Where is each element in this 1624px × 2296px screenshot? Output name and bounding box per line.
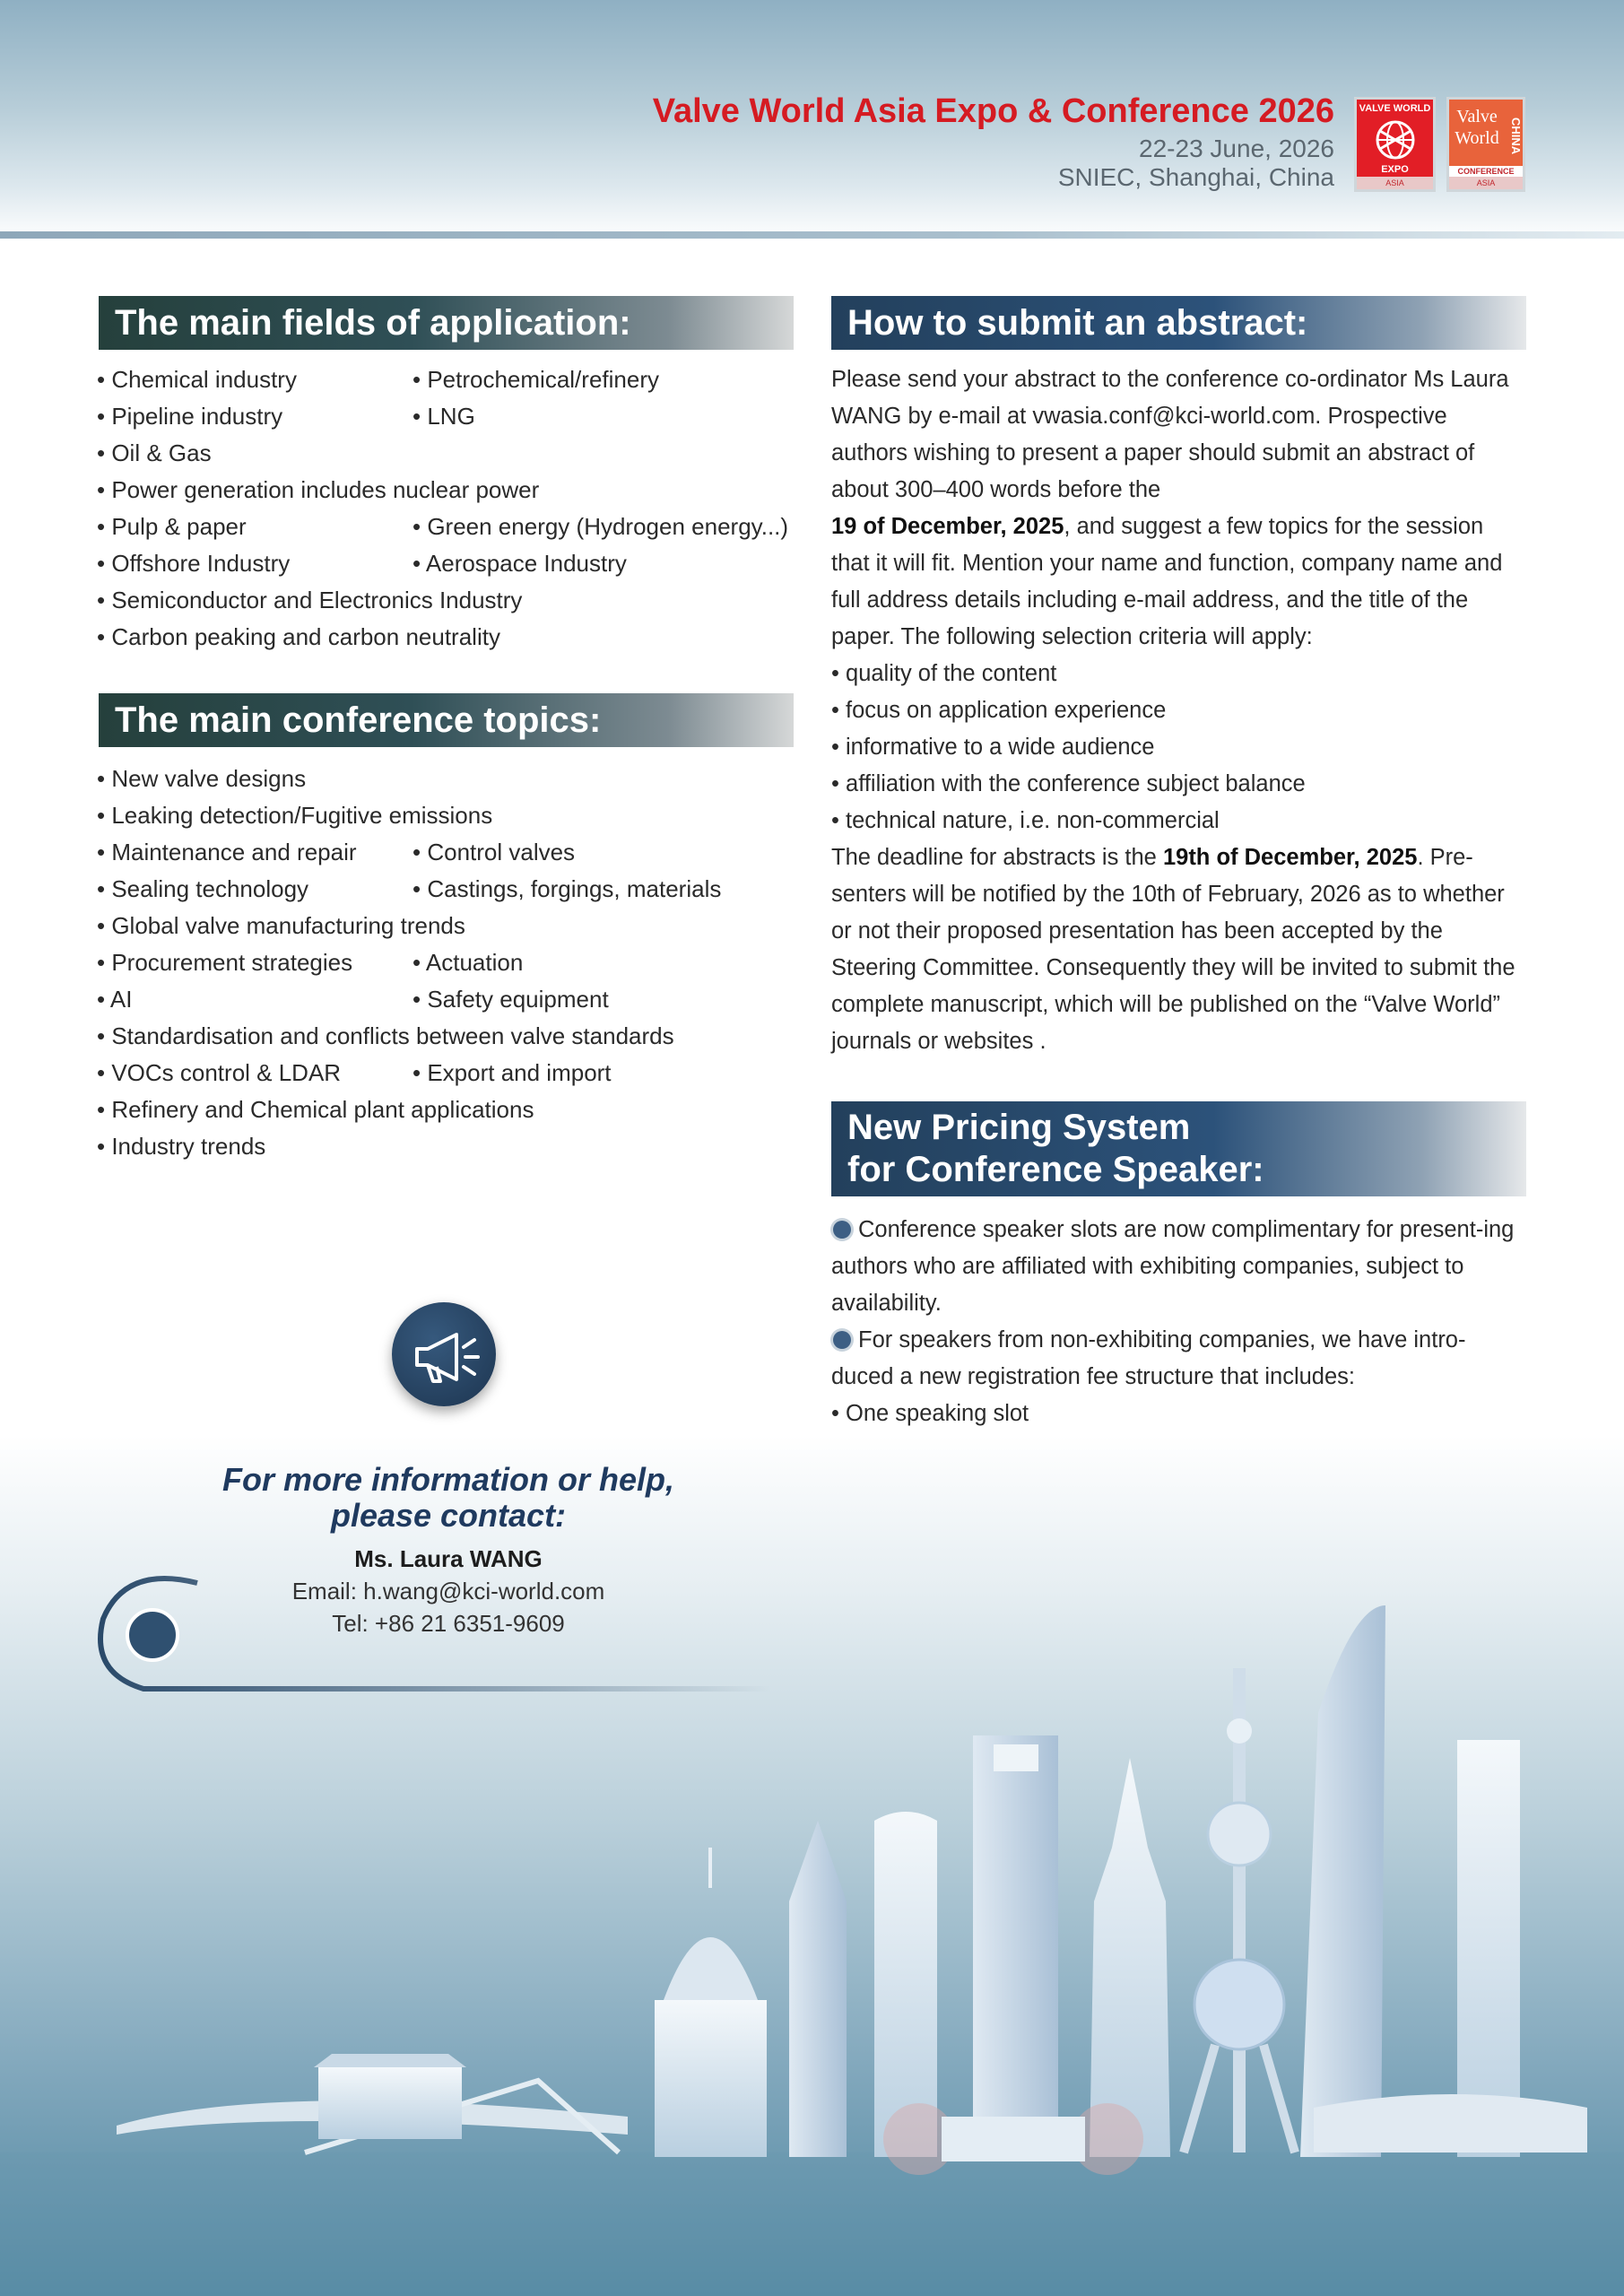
contact-name: Ms. Laura WANG	[354, 1545, 543, 1572]
pricing-heading	[831, 1101, 1526, 1196]
bullet-dot-icon	[833, 1221, 851, 1239]
list-item: • affiliation with the conference subject balance	[831, 771, 1306, 796]
list-item: • technical nature, i.e. non-commercial	[831, 808, 1220, 833]
list-item-text: • Power generation includes nuclear power	[97, 476, 540, 503]
list-item-text: • Carbon peaking and carbon neutrality	[97, 623, 500, 650]
list-item	[97, 545, 627, 582]
list-item-text: • Global valve manufacturing trends	[97, 912, 465, 939]
pricing-point-1: Conference speaker slots are now complimentary for present-ing authors who are affiliated with exhibiting companies, subject to availability.	[831, 1217, 1515, 1316]
list-item-text: • Offshore Industry	[97, 550, 291, 577]
list-item	[97, 619, 539, 656]
list-item-text: • AI	[97, 986, 133, 1013]
list-item-text: • Control valves	[413, 839, 576, 865]
contact-heading: For more information or help, please contact:	[221, 1461, 675, 1534]
list-item	[97, 908, 674, 944]
event-venue: SNIEC, Shanghai, China	[1057, 163, 1334, 191]
list-item-text: • Standardisation and conflicts between valve standards	[97, 1022, 674, 1049]
list-item: • informative to a wide audience	[831, 735, 1155, 760]
abstract-deadline-1: 19 of December, 2025	[831, 514, 1064, 539]
pricing-point-2: For speakers from non-exhibiting companies, we have intro-duced a new registration fee structure that includes:	[831, 1327, 1466, 1389]
abstract-heading: How to submit an abstract:	[831, 296, 1526, 350]
list-item	[97, 761, 674, 797]
list-item-text: • Semiconductor and Electronics Industry	[97, 587, 523, 613]
megaphone-badge	[392, 1302, 496, 1406]
valve-world-expo-logo: VALVE WORLD EXPO ASIA	[1354, 97, 1436, 192]
megaphone-icon	[392, 1302, 496, 1406]
list-item	[97, 1055, 674, 1091]
list-item-text: • Procurement strategies	[97, 949, 353, 976]
list-item-text: • Petrochemical/refinery	[413, 366, 659, 393]
list-item	[97, 361, 659, 398]
notification-text: . Pre-senters will be notified by the 10th of February, 2026 as to whether or not their proposed presentation has been accepted by the Steering Committee. Consequently they will be invited to submit the complete manuscript, which will be published on the “Valve World” journals or websites .	[831, 845, 1515, 1054]
deadline-sentence: The deadline for abstracts is the	[831, 845, 1163, 870]
list-item-text: • Oil & Gas	[97, 439, 212, 466]
header-divider	[0, 231, 1624, 239]
valve-world-conference-logo: Valve World CHINA CONFERENCE ASIA	[1446, 97, 1525, 192]
pricing-heading-line2: for Conference Speaker:	[847, 1150, 1264, 1189]
topics-list	[97, 761, 722, 1165]
fields-heading: The main fields of application:	[99, 296, 794, 350]
event-date: 22-23 June, 2026	[1139, 135, 1334, 162]
list-item-text: • Castings, forgings, materials	[413, 875, 722, 902]
list-item-text: • Green energy (Hydrogen energy...)	[413, 513, 789, 540]
list-item-text: • Export and import	[413, 1059, 612, 1086]
event-title: Valve World Asia Expo & Conference 2026	[652, 92, 1334, 130]
list-item	[97, 944, 674, 981]
abstract-deadline-2: 19th of December, 2025	[1162, 845, 1418, 870]
abstract-intro: Please send your abstract to the conference co-ordinator Ms Laura WANG by e-mail at vwasia.conf@kci-world.com. Prospective authors wishing to present a paper should submit an abstract of about 300–400 words before the	[831, 367, 1509, 502]
list-item-text: • Maintenance and repair	[97, 839, 357, 865]
list-item-text: • Leaking detection/Fugitive emissions	[97, 802, 493, 829]
list-item-text: • Safety equipment	[413, 986, 609, 1013]
list-item-text: • Refinery and Chemical plant applications	[97, 1096, 534, 1123]
list-item	[97, 797, 674, 834]
list-item-text: • VOCs control & LDAR	[97, 1059, 342, 1086]
list-item	[97, 1018, 674, 1055]
list-item	[97, 834, 674, 871]
list-item-text: • New valve designs	[97, 765, 307, 792]
bullet-dot-icon	[833, 1331, 851, 1349]
list-item	[97, 1128, 674, 1165]
list-item	[97, 582, 539, 619]
list-item: • One speaking slot	[831, 1401, 1029, 1426]
list-item: • focus on application experience	[831, 698, 1167, 723]
contact-block	[179, 1462, 717, 1639]
abstract-body	[831, 361, 1522, 1060]
fields-list	[97, 361, 789, 656]
list-item: • quality of the content	[831, 661, 1057, 686]
list-item	[97, 509, 789, 545]
list-item	[97, 472, 539, 509]
globe-icon	[1373, 117, 1418, 162]
list-item-text: • Actuation	[413, 949, 524, 976]
contact-phone[interactable]: Tel: +86 21 6351-9609	[332, 1610, 565, 1637]
list-item-text: • Chemical industry	[97, 366, 297, 393]
list-item-text: • Pipeline industry	[97, 403, 283, 430]
contact-email[interactable]: Email: h.wang@kci-world.com	[291, 1578, 605, 1605]
abstract-instructions: , and suggest a few topics for the session that it will fit. Mention your name and function, company name and full address details including e-mail address, and the title of the paper. The following selection criteria will apply:	[831, 514, 1503, 649]
list-item-text: • Industry trends	[97, 1133, 266, 1160]
list-item	[97, 1091, 674, 1128]
list-item	[97, 981, 674, 1018]
list-item	[97, 871, 722, 908]
list-item	[97, 398, 539, 435]
list-item-text: • Pulp & paper	[97, 513, 247, 540]
list-item-text: • LNG	[413, 403, 475, 430]
topics-heading: The main conference topics:	[99, 693, 794, 747]
list-item-text: • Aerospace Industry	[413, 550, 627, 577]
pricing-heading-line1: New Pricing System	[847, 1108, 1191, 1147]
list-item-text: • Sealing technology	[97, 875, 309, 902]
list-item	[97, 435, 539, 472]
criteria-list	[831, 656, 1522, 839]
header	[653, 88, 1334, 192]
